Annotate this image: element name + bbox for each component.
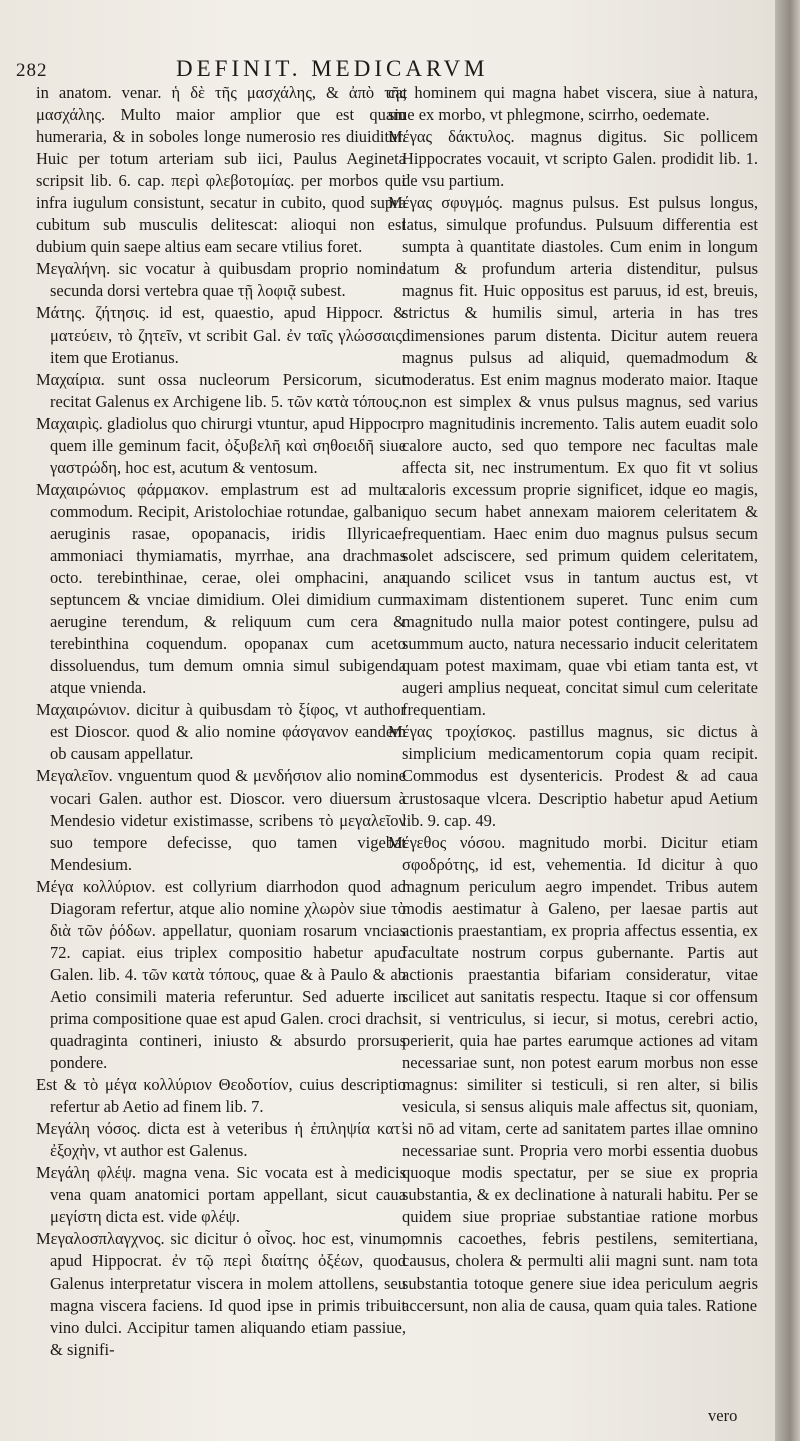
- entry-mates: Μάτης. ζήτησις. id est, quaestio, apud Hippocr. & ματεύειν, τὸ ζητεῖν, vt scribit Gal. ἐν ταῖς γλώσσαις. item que Erotianus.: [36, 303, 406, 367]
- page-edge-shadow: [775, 0, 800, 1441]
- running-title: DEFINIT. MEDICARVM: [176, 56, 489, 81]
- entry-machaironios-pharmakon: Μαχαιρώνιος φάρμακον. emplastrum est ad multa commodum. Recipit, Aristolochiae rotundae, galbani, aeruginis rasae, opopanacis, iridis Illyricae, ammoniaci thymiamatis, myrrhae, ana drachmas octo. terebinthinae, cerae, olei omphacini, ana septuncem & vnciae dimidium. Olei dimidium cum aerugine terendum, & reliquum cum cera & terebinthina coquendum. opopanax cum aceto dissoluendus, tum demum omnia simul subigenda atque vnienda.: [36, 479, 406, 698]
- entry-megethos-nosou: Μέγεθος νόσου. magnitudo morbi. Dicitur etiam σφοδρότης, id est, vehementia. Id dicitur à quo magnum periculum aegro impendet. Tribus autem modis aestimatur à Galeno, per laesae partis aut actionis praestantiam, ex propria affectus essentia, ex facultate nostrum corpus gubernante. Partis aut actionis praestantia bifariam consideratur, vitae scilicet aut sanitatis respectu. Itaque si cor offensum sit, si ventriculus, si iecur, si motus, cerebri actio, perierit, quia hae partes earumque actiones ad vitam necessariae sunt, non potest earum morbus non esse magnus: similiter si testiculi, si ren alter, si bilis vesicula, si sensus aliquis male affectus sit, quoniam, si nō ad vitam, certe ad sanitatem partes illae omnino necessariae sunt. Propria vero morbi essentia duobus quoque modis spectatur, per se siue ex propria substantia, & ex declinatione à naturali habitu. Per se quidem siue propriae substantiae ratione morbus omnis cacoethes, febris pestilens, semitertiana, causus, cholera & permulti alii magni sunt. nam tota substantia totoque genere siue idea periculum aegris accersunt, non alia de causa, quam quia tales. Ratione: [388, 832, 758, 1315]
- entry-megalene: Μεγαλήνη. sic vocatur à quibusdam proprio nomine secunda dorsi vertebra quae τῇ λοφιᾷ subest.: [36, 259, 406, 301]
- entry-megaleion: Μεγαλεῖον. vnguentum quod & μενδήσιον alio nomine vocari Galen. author est. Dioscor. vero diuersum à Mendesio videtur existimasse, scribens τὸ μεγαλεῖον suo tempore defecisse, quo tamen vigebat Mendesium.: [36, 766, 406, 874]
- entry-machairis: Μαχαιρὶς. gladiolus quo chirurgi vtuntur, apud Hippocr. quem ille geminum facit, ὀξυβελῆ καὶ σηθοειδῆ siue γαστρώδη, hoc est, acutum & ventosum.: [36, 413, 406, 477]
- right-column: [388, 82, 758, 1317]
- entry-continuation: in anatom. venar. ἡ δὲ τῆς μασχάλης, & ἀπὸ τῆς μασχάλης. Multo maior amplior que est quam humeraria, & in soboles longe numerosio res diuiditur. Huic per totum arteriam sub iici, Paulus Aegineta scripsit lib. 6. cap. περὶ φλεβοτομίας. per morbos qui infra iugulum consistunt, secatur in cubito, quod supra cubitum sub musculis delitescat: alioqui non est dubium quin saepe altius eam secare vtilius foret.: [36, 83, 406, 257]
- left-column: [36, 82, 406, 1361]
- entry-continuation: cat hominem qui magna habet viscera, siue à natura, siue ex morbo, vt phlegmone, scirrho, oedemate.: [388, 83, 758, 125]
- entry-megas-sphygmos: Μέγας σφυγμός. magnus pulsus. Est pulsus longus, latus, simulque profundus. Pulsuum differentia est sumpta à quantitate diastoles. Cum enim in longum latum & profundum arteria distenditur, pulsus magnus fit. Huic oppositus est paruus, id est, breuis, strictus & humilis simul, arteria in has tres dimensiones parum distenta. Dicitur autem reuera magnus pulsus ad aliquid, quemadmodum & moderatus. Est enim magnus moderato maior. Itaque non est simplex & vnus pulsus magnus, sed varius pro magnitudinis incremento. Talis autem euadit solo calore aucto, sed quo tempore nec facultas male affecta sit, nec instrumentum. Ex quo fit vt solius caloris excessum proprie significet, idque eo magis, quo secum habet annexam maiorem celeritatem & frequentiam. Haec enim duo magnus pulsus secum solet adsciscere, sed primum quidem celeritatem, quando scilicet vsus in tantum auctus est, vt maximam distentionem superet. Tunc enim cum magnitudo nulla maior potest contingere, pulsu ad summum aucto, natura necessario inducit celeritatem quam potest maximam, quae vbi etiam tanta est, vt augeri amplius nequeat, concitat simul cum celeritate frequentiam.: [388, 193, 758, 720]
- entry-megale-nosos: Μεγάλη νόσος. dicta est à veteribus ἡ ἐπιληψία κατ᾽ ἐξοχὴν, vt author est Galenus.: [36, 1119, 406, 1161]
- entry-mega-kollyrion: Μέγα κολλύριον. est collyrium diarrhodon quod ad Diagoram refertur, atque alio nomine χλωρὸν siue τὸ διὰ τῶν ῥόδων. appellatur, quoniam rosarum vncias 72. capiat. eius triplex compositio habetur apud Galen. lib. 4. τῶν κατὰ τόπους, quae & à Paulo & ab Aetio consimili materia referuntur. Sed aduerte in prima compositione quae est apud Galen. croci drach. quadraginta contineri, iniusto & absurdo prorsus pondere.: [36, 876, 406, 1073]
- entry-megalosplanchnos: Μεγαλοσπλαγχνος. sic dicitur ὁ οἶνος. hoc est, vinum, apud Hippocrat. ἐν τῷ περὶ διαίτης ὀξέων, quod Galenus interpretatur viscera in molem attollens, seu magna viscera faciens. Id quod ipse in primis tribuit vino dulci. Accipitur tamen aliquando etiam passiue, & signifi-: [36, 1229, 406, 1359]
- entry-megas-trochiskos: Μέγας τροχίσκος. pastillus magnus, sic dictus à simplicium medicamentorum copia quam recipit. Commodus est dysentericis. Prodest & ad caua crustosaque vlcera. Descriptio habetur apud Aetium lib. 9. cap. 49.: [388, 722, 758, 830]
- entry-machairia: Μαχαίρια. sunt ossa nucleorum Persicorum, sicut recitat Galenus ex Archigene lib. 5. τῶν κατὰ τόπους.: [36, 369, 406, 411]
- catchword: vero: [708, 1406, 738, 1425]
- entry-megale-phleps: Μεγάλη φλέψ. magna vena. Sic vocata est à medicis vena quam anatomici portam appellant, sicut caua μεγίστη dicta est. vide φλέψ.: [36, 1163, 406, 1227]
- entry-mega-kollyrion-theodotion: Est & τὸ μέγα κολλύριον Θεοδοτίον, cuius descriptio refertur ab Aetio ad finem lib. 7.: [36, 1075, 406, 1117]
- entry-megas-daktylos: Μέγας δάκτυλος. magnus digitus. Sic pollicem Hippocrates vocauit, vt scripto Galen. prodidit lib. 1. de vsu partium.: [388, 127, 758, 191]
- page-number: 282: [16, 60, 48, 81]
- entry-machaironion: Μαχαιρώνιον. dicitur à quibusdam τὸ ξίφος, vt author est Dioscor. quod & alio nomine φάσγανον eandem ob causam appellatur.: [36, 700, 406, 764]
